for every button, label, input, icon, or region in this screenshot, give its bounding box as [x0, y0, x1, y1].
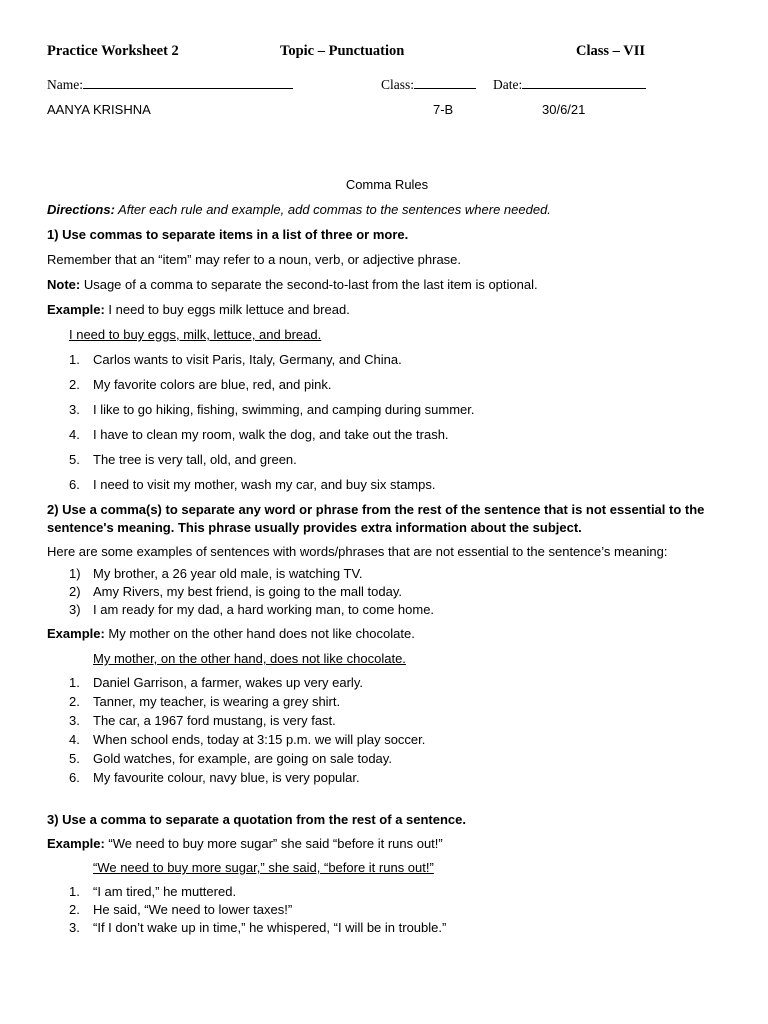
list-item — [47, 426, 727, 444]
list-item-number: 5. — [69, 452, 80, 467]
note-text: Usage of a comma to separate the second-to-last from the last item is optional. — [80, 277, 538, 292]
list-item — [47, 769, 727, 787]
name-value: AANYA KRISHNA — [47, 102, 151, 117]
name-field — [47, 76, 293, 93]
worksheet-title: Practice Worksheet 2 — [47, 43, 179, 59]
list-item-number: 1) — [69, 566, 81, 581]
rule-3-heading: 3) Use a comma to separate a quotation from the rest of a sentence. — [47, 812, 467, 827]
list-item — [47, 565, 727, 583]
rule-1-remember: Remember that an “item” may refer to a noun, verb, or adjective phrase. — [47, 252, 462, 267]
class-label: Class: — [381, 77, 415, 92]
worksheet-class: Class – VII — [576, 43, 646, 59]
list-item-number: 3. — [69, 713, 80, 728]
list-item-text: My brother, a 26 year old male, is watching TV. — [93, 566, 363, 581]
answer-3: “We need to buy more sugar,” she said, “before it runs out!” — [93, 860, 434, 875]
exercise-list-1 — [47, 351, 727, 494]
list-item — [47, 376, 727, 394]
rule-1-note — [47, 276, 727, 294]
list-item — [47, 731, 727, 749]
list-item-text: My favourite colour, navy blue, is very popular. — [93, 770, 360, 785]
list-item — [47, 601, 727, 619]
directions-text: After each rule and example, add commas to the sentences where needed. — [114, 202, 551, 217]
rule-1-heading: 1) Use commas to separate items in a list of three or more. — [47, 227, 409, 242]
list-item — [47, 712, 727, 730]
list-item-number: 2. — [69, 377, 80, 392]
list-item — [47, 693, 727, 711]
list-item — [47, 919, 727, 937]
list-item-number: 3) — [69, 602, 81, 617]
list-item-number: 2. — [69, 902, 80, 917]
example-3-text: “We need to buy more sugar” she said “before it runs out!” — [104, 836, 443, 851]
list-item — [47, 583, 727, 601]
list-item — [47, 901, 727, 919]
date-field — [493, 76, 646, 93]
list-item-text: I have to clean my room, walk the dog, and take out the trash. — [93, 427, 449, 442]
example-2 — [47, 625, 727, 643]
list-item-number: 3. — [69, 402, 80, 417]
list-item — [47, 451, 727, 469]
answer-2: My mother, on the other hand, does not like chocolate. — [93, 651, 406, 666]
list-item — [47, 883, 727, 901]
exercise-list-2 — [47, 674, 727, 787]
list-item-text: My favorite colors are blue, red, and pink. — [93, 377, 332, 392]
example-label: Example: — [47, 626, 105, 641]
class-value: 7-B — [433, 102, 454, 117]
list-item-text: He said, “We need to lower taxes!” — [93, 902, 293, 917]
list-item-number: 1. — [69, 352, 80, 367]
list-item-text: The car, a 1967 ford mustang, is very fast. — [93, 713, 336, 728]
list-item-text: Daniel Garrison, a farmer, wakes up very early. — [93, 675, 363, 690]
date-underline — [522, 76, 646, 89]
date-label: Date: — [493, 77, 523, 92]
example-label: Example: — [47, 836, 105, 851]
list-item-text: “I am tired,” he muttered. — [93, 884, 237, 899]
list-item-number: 4. — [69, 732, 80, 747]
class-field — [381, 76, 476, 93]
note-label: Note: — [47, 277, 81, 292]
name-underline — [83, 76, 293, 89]
list-item-number: 6. — [69, 477, 80, 492]
worksheet-body — [47, 176, 727, 937]
list-item-text: Amy Rivers, my best friend, is going to the mall today. — [93, 584, 402, 599]
exercise-list-3 — [47, 883, 727, 937]
list-item-number: 5. — [69, 751, 80, 766]
list-item-number: 2) — [69, 584, 81, 599]
list-item-text: I need to visit my mother, wash my car, and buy six stamps. — [93, 477, 436, 492]
list-item-text: Tanner, my teacher, is wearing a grey shirt. — [93, 694, 341, 709]
example-label: Example: — [47, 302, 105, 317]
list-item-number: 6. — [69, 770, 80, 785]
rule-2-examples — [47, 565, 727, 619]
list-item — [47, 401, 727, 419]
worksheet-topic: Topic – Punctuation — [280, 43, 405, 59]
list-item-number: 2. — [69, 694, 80, 709]
section-title: Comma Rules — [345, 177, 429, 192]
list-item-text: Gold watches, for example, are going on sale today. — [93, 751, 392, 766]
directions-label: Directions: — [47, 202, 115, 217]
list-item-number: 4. — [69, 427, 80, 442]
directions — [47, 201, 727, 219]
date-value: 30/6/21 — [542, 102, 586, 117]
list-item-text: The tree is very tall, old, and green. — [93, 452, 297, 467]
list-item-number: 3. — [69, 920, 80, 935]
example-3 — [47, 835, 727, 853]
list-item-text: “If I don’t wake up in time,” he whispered, “I will be in trouble.” — [93, 920, 447, 935]
list-item — [47, 351, 727, 369]
list-item — [47, 674, 727, 692]
list-item-number: 1. — [69, 675, 80, 690]
name-label: Name: — [47, 77, 83, 92]
answer-1: I need to buy eggs, milk, lettuce, and bread. — [69, 327, 322, 342]
list-item-text: I am ready for my dad, a hard working man, to come home. — [93, 602, 435, 617]
example-2-text: My mother on the other hand does not like chocolate. — [104, 626, 415, 641]
list-item — [47, 750, 727, 768]
rule-2-intro: Here are some examples of sentences with words/phrases that are not essential to the sentence’s meaning: — [47, 544, 668, 559]
list-item-number: 1. — [69, 884, 80, 899]
list-item-text: I like to go hiking, fishing, swimming, and camping during summer. — [93, 402, 475, 417]
example-1-text: I need to buy eggs milk lettuce and bread. — [104, 302, 350, 317]
list-item — [47, 476, 727, 494]
rule-2-heading: 2) Use a comma(s) to separate any word or phrase from the rest of the sentence that is not essential to the sentence's meaning. This phrase usually provides extra information about the subject. — [47, 502, 705, 535]
list-item-text: When school ends, today at 3:15 p.m. we will play soccer. — [93, 732, 426, 747]
list-item-text: Carlos wants to visit Paris, Italy, Germany, and China. — [93, 352, 402, 367]
class-underline — [414, 76, 476, 89]
example-1 — [47, 301, 727, 319]
